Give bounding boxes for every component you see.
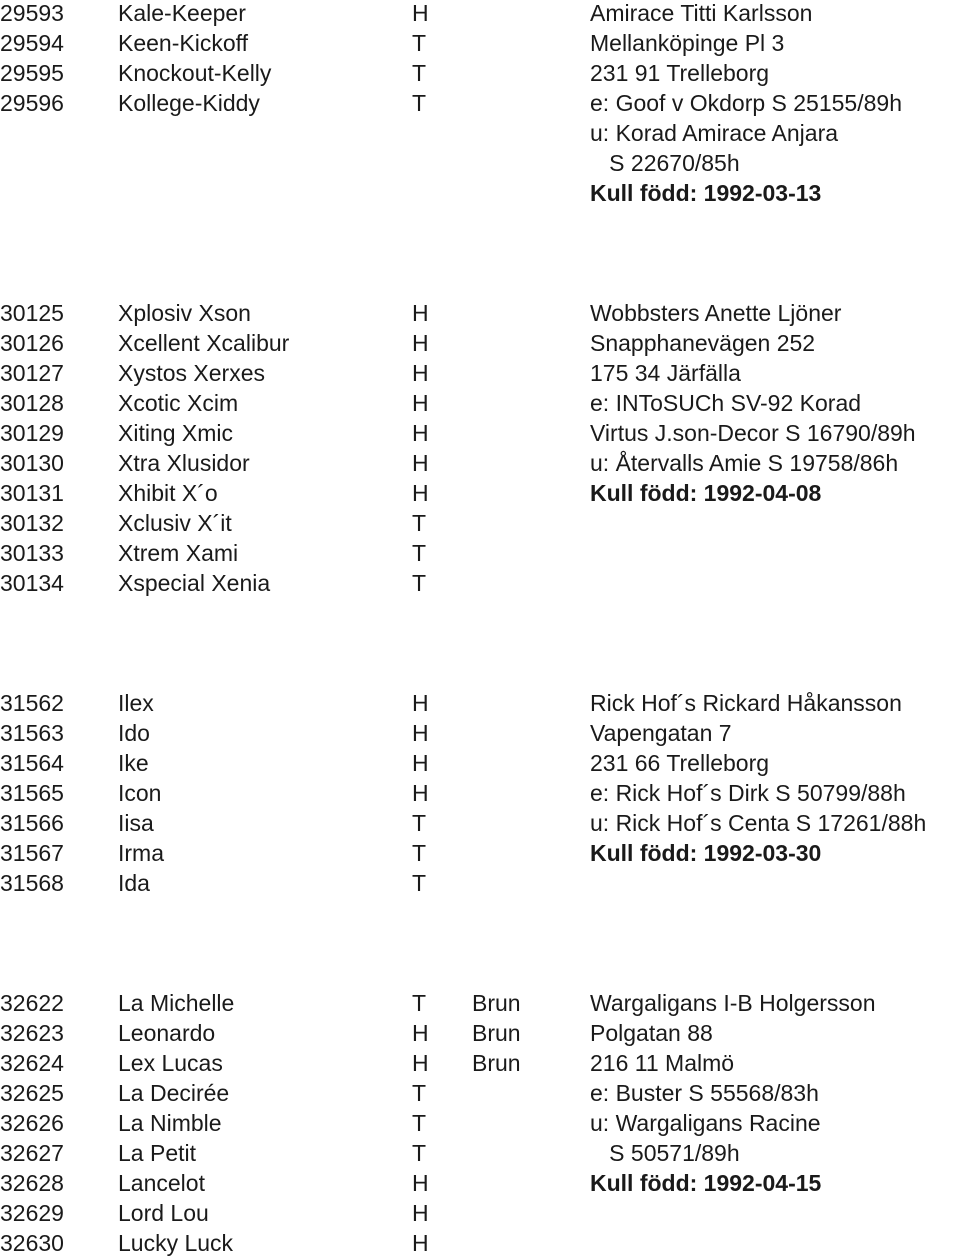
- sex-marker: H: [412, 450, 429, 476]
- registration-number: 30133: [0, 540, 64, 566]
- breeder-info: e: Buster S 55568/83h: [590, 1080, 819, 1106]
- sex-marker: H: [412, 750, 429, 776]
- sex-marker: H: [412, 1170, 429, 1196]
- litter-row: [0, 388, 960, 418]
- dog-name: Xplosiv Xson: [118, 300, 251, 326]
- dog-name: Xiting Xmic: [118, 420, 234, 446]
- registration-number: 30125: [0, 300, 64, 326]
- dog-name: La Petit: [118, 1140, 196, 1166]
- registration-number: 29595: [0, 60, 64, 86]
- litter-row: [0, 298, 960, 328]
- litter-row: [0, 1048, 960, 1078]
- registration-number: 30128: [0, 390, 64, 416]
- registration-number: 29593: [0, 0, 64, 26]
- sex-marker: H: [412, 300, 429, 326]
- sex-marker: H: [412, 0, 429, 26]
- dog-name: Xcotic Xcim: [118, 390, 239, 416]
- breeder-info: u: Återvalls Amie S 19758/86h: [590, 450, 899, 476]
- litter-row: [0, 328, 960, 358]
- breeder-info: e: Goof v Okdorp S 25155/89h: [590, 90, 902, 116]
- breeder-info: Wobbsters Anette Ljöner: [590, 300, 842, 326]
- litter-row: [0, 178, 960, 208]
- litter-row: [0, 358, 960, 388]
- litter-row: [0, 0, 960, 28]
- dog-name: Lancelot: [118, 1170, 205, 1196]
- breeder-info: u: Rick Hof´s Centa S 17261/88h: [590, 810, 927, 836]
- dog-name: Ike: [118, 750, 149, 776]
- registration-number: 32627: [0, 1140, 64, 1166]
- dog-name: Lex Lucas: [118, 1050, 223, 1076]
- litter-row: [0, 1078, 960, 1108]
- sex-marker: H: [412, 780, 429, 806]
- sex-marker: T: [412, 540, 427, 566]
- litter-row: [0, 1198, 960, 1228]
- litter-row: [0, 118, 960, 148]
- registration-number: 30132: [0, 510, 64, 536]
- litter-row: [0, 1138, 960, 1168]
- breeder-info: Kull född: 1992-04-08: [590, 480, 822, 506]
- breeder-info: Mellanköpinge Pl 3: [590, 30, 785, 56]
- litter-row: [0, 1018, 960, 1048]
- coat-color: Brun: [472, 990, 521, 1016]
- sex-marker: T: [412, 1110, 427, 1136]
- breeder-info: Kull född: 1992-04-15: [590, 1170, 822, 1196]
- dog-name: Xspecial Xenia: [118, 570, 271, 596]
- sex-marker: T: [412, 510, 427, 536]
- registration-number: 30134: [0, 570, 64, 596]
- breeder-info: e: Rick Hof´s Dirk S 50799/88h: [590, 780, 906, 806]
- dog-name: La Decirée: [118, 1080, 230, 1106]
- sex-marker: T: [412, 570, 427, 596]
- registration-number: 30130: [0, 450, 64, 476]
- registration-number: 30131: [0, 480, 64, 506]
- registration-number: 31567: [0, 840, 64, 866]
- breeder-info: Virtus J.son-Decor S 16790/89h: [590, 420, 916, 446]
- litter-row: [0, 1168, 960, 1198]
- litter-row: [0, 148, 960, 178]
- sex-marker: H: [412, 1050, 429, 1076]
- registration-number: 32622: [0, 990, 64, 1016]
- litter-row: [0, 88, 960, 118]
- breeder-info: 175 34 Järfälla: [590, 360, 741, 386]
- litter-row: [0, 418, 960, 448]
- breeder-info: Kull född: 1992-03-30: [590, 840, 822, 866]
- breeder-info: 216 11 Malmö: [590, 1050, 735, 1076]
- sex-marker: H: [412, 330, 429, 356]
- sex-marker: H: [412, 420, 429, 446]
- registration-number: 30127: [0, 360, 64, 386]
- breeder-info: u: Wargaligans Racine: [590, 1110, 821, 1136]
- litter-row: [0, 838, 960, 868]
- registration-number: 31566: [0, 810, 64, 836]
- litter-row: [0, 1228, 960, 1258]
- sex-marker: H: [412, 690, 429, 716]
- breeder-info: Snapphanevägen 252: [590, 330, 816, 356]
- breeder-info: u: Korad Amirace Anjara: [590, 120, 839, 146]
- litter-row: [0, 478, 960, 508]
- registration-number: 32628: [0, 1170, 64, 1196]
- sex-marker: H: [412, 360, 429, 386]
- registration-number: 32630: [0, 1230, 64, 1256]
- litter-row: [0, 448, 960, 478]
- dog-name: Irma: [118, 840, 164, 866]
- litter-row: [0, 28, 960, 58]
- dog-name: Kollege-Kiddy: [118, 90, 260, 116]
- registration-number: 31564: [0, 750, 64, 776]
- litter-row: [0, 808, 960, 838]
- dog-name: La Nimble: [118, 1110, 222, 1136]
- sex-marker: H: [412, 480, 429, 506]
- dog-name: Ida: [118, 870, 150, 896]
- litter-block-0: [0, 0, 960, 208]
- litter-row: [0, 748, 960, 778]
- sex-marker: T: [412, 810, 427, 836]
- dog-name: Xtra Xlusidor: [118, 450, 250, 476]
- breeder-info: S 22670/85h: [590, 150, 740, 176]
- breeder-info: 231 91 Trelleborg: [590, 60, 770, 86]
- breeder-info: Amirace Titti Karlsson: [590, 0, 813, 26]
- sex-marker: T: [412, 1080, 427, 1106]
- dog-name: Xcellent Xcalibur: [118, 330, 290, 356]
- registration-number: 29596: [0, 90, 64, 116]
- litter-row: [0, 58, 960, 88]
- dog-name: Kale-Keeper: [118, 0, 246, 26]
- dog-name: Ido: [118, 720, 150, 746]
- sex-marker: T: [412, 30, 427, 56]
- breeder-info: Vapengatan 7: [590, 720, 732, 746]
- registration-number: 31562: [0, 690, 64, 716]
- sex-marker: H: [412, 1230, 429, 1256]
- registration-number: 32629: [0, 1200, 64, 1226]
- dog-name: Iisa: [118, 810, 154, 836]
- registration-number: 31565: [0, 780, 64, 806]
- dog-name: Icon: [118, 780, 162, 806]
- litter-row: [0, 988, 960, 1018]
- sex-marker: H: [412, 720, 429, 746]
- dog-name: Xtrem Xami: [118, 540, 239, 566]
- registration-number: 32624: [0, 1050, 64, 1076]
- litter-row: [0, 778, 960, 808]
- sex-marker: H: [412, 390, 429, 416]
- sex-marker: T: [412, 60, 427, 86]
- sex-marker: H: [412, 1200, 429, 1226]
- dog-name: Leonardo: [118, 1020, 216, 1046]
- dog-name: Xclusiv X´it: [118, 510, 232, 536]
- dog-name: Keen-Kickoff: [118, 30, 248, 56]
- coat-color: Brun: [472, 1020, 521, 1046]
- sex-marker: H: [412, 1020, 429, 1046]
- breeder-info: Wargaligans I-B Holgersson: [590, 990, 876, 1016]
- dog-name: Lord Lou: [118, 1200, 209, 1226]
- registration-number: 30126: [0, 330, 64, 356]
- breeder-info: S 50571/89h: [590, 1140, 740, 1166]
- registration-number: 32623: [0, 1020, 64, 1046]
- breeder-info: Polgatan 88: [590, 1020, 713, 1046]
- breeder-info: 231 66 Trelleborg: [590, 750, 770, 776]
- sex-marker: T: [412, 1140, 427, 1166]
- sex-marker: T: [412, 840, 427, 866]
- litter-row: [0, 868, 960, 898]
- registration-number: 32626: [0, 1110, 64, 1136]
- litter-block-3: [0, 988, 960, 1258]
- litter-row: [0, 718, 960, 748]
- litter-row: [0, 538, 960, 568]
- sex-marker: T: [412, 90, 427, 116]
- registration-number: 32625: [0, 1080, 64, 1106]
- litter-block-1: [0, 298, 960, 598]
- dog-name: Ilex: [118, 690, 154, 716]
- breeder-info: Rick Hof´s Rickard Håkansson: [590, 690, 902, 716]
- sex-marker: T: [412, 990, 427, 1016]
- litter-block-2: [0, 688, 960, 898]
- litter-row: [0, 1108, 960, 1138]
- registration-number: 31568: [0, 870, 64, 896]
- dog-name: Xhibit X´o: [118, 480, 218, 506]
- registration-number: 29594: [0, 30, 64, 56]
- dog-name: Lucky Luck: [118, 1230, 234, 1256]
- dog-name: Xystos Xerxes: [118, 360, 265, 386]
- litter-row: [0, 568, 960, 598]
- coat-color: Brun: [472, 1050, 521, 1076]
- sex-marker: T: [412, 870, 427, 896]
- litter-row: [0, 688, 960, 718]
- dog-name: La Michelle: [118, 990, 235, 1016]
- breeder-info: e: INToSUCh SV-92 Korad: [590, 390, 862, 416]
- registration-number: 30129: [0, 420, 64, 446]
- dog-name: Knockout-Kelly: [118, 60, 272, 86]
- litter-row: [0, 508, 960, 538]
- breeder-info: Kull född: 1992-03-13: [590, 180, 822, 206]
- registration-number: 31563: [0, 720, 64, 746]
